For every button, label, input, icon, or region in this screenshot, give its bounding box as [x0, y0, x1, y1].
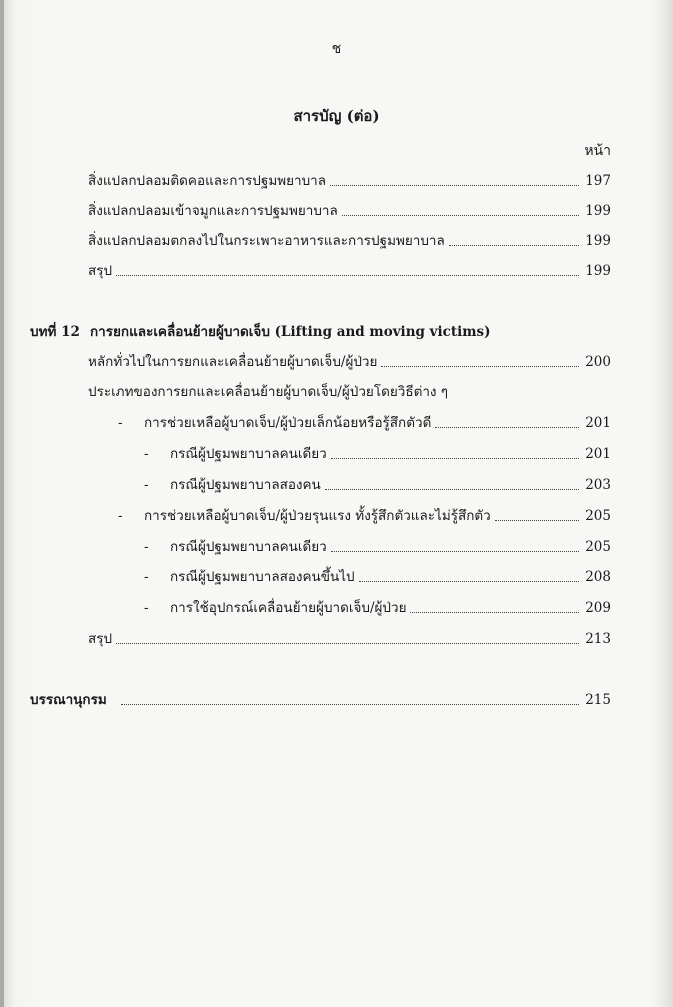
toc-entry-page: 201 — [585, 415, 611, 431]
toc-entry — [88, 261, 611, 281]
toc-entry-page: 208 — [585, 569, 611, 585]
page-number: ช — [331, 41, 342, 57]
toc-entry-text: กรณีผู้ปฐมพยาบาลคนเดียว — [170, 446, 327, 462]
toc-entry — [88, 201, 611, 221]
toc-entry-page: 213 — [585, 631, 611, 647]
toc-entry-text: สรุป — [88, 263, 113, 279]
toc-subheading — [88, 382, 611, 402]
toc-entry — [144, 444, 611, 464]
dot-leader — [359, 581, 579, 582]
dot-leader — [495, 520, 579, 521]
toc-entry-text: การช่วยเหลือผู้บาดเจ็บ/ผู้ป่วยเล็กน้อยหรือรู้สึกตัวดี — [144, 415, 432, 431]
toc-entry — [144, 567, 611, 587]
toc-entry-bibliography — [30, 690, 611, 710]
toc-entry — [144, 598, 611, 618]
chapter-number: บทที่ 12 — [30, 324, 80, 340]
toc-entry-page: 199 — [585, 263, 611, 279]
toc-entry-text: ประเภทของการยกและเคลื่อนย้ายผู้บาดเจ็บ/ผู้ป่วยโดยวิธีต่าง ๆ — [88, 384, 449, 400]
toc-entry-text: สิ่งแปลกปลอมเข้าจมูกและการปฐมพยาบาล — [88, 203, 338, 219]
chapter-heading — [30, 322, 490, 342]
toc-entry — [144, 475, 611, 495]
toc-entry-text: กรณีผู้ปฐมพยาบาลสองคนขึ้นไป — [170, 569, 355, 585]
toc-entry — [118, 413, 611, 433]
page-column-label: หน้า — [584, 143, 611, 159]
toc-entry — [118, 506, 611, 526]
toc-entry-text: หลักทั่วไปในการยกและเคลื่อนย้ายผู้บาดเจ็บ/ผู้ป่วย — [88, 354, 378, 370]
toc-entry-page: 197 — [585, 173, 611, 189]
toc-entry — [88, 231, 611, 251]
chapter-title: การยกและเคลื่อนย้ายผู้บาดเจ็บ (Lifting and moving victims) — [90, 324, 491, 340]
toc-entry-page: 199 — [585, 233, 611, 249]
toc-entry — [144, 537, 611, 557]
dot-leader — [449, 245, 579, 246]
dot-leader — [331, 551, 579, 552]
dot-leader — [342, 215, 579, 216]
dot-leader — [330, 185, 579, 186]
toc-entry-page: 203 — [585, 477, 611, 493]
list-dash: - — [144, 600, 149, 616]
toc-entry — [88, 352, 611, 372]
dot-leader — [121, 704, 579, 705]
toc-entry-text: การช่วยเหลือผู้บาดเจ็บ/ผู้ป่วยรุนแรง ทั้งรู้สึกตัวและไม่รู้สึกตัว — [144, 508, 491, 524]
toc-entry-text: การใช้อุปกรณ์เคลื่อนย้ายผู้บาดเจ็บ/ผู้ป่วย — [170, 600, 407, 616]
toc-entry-text: กรณีผู้ปฐมพยาบาลสองคน — [170, 477, 321, 493]
toc-entry-page: 209 — [585, 600, 611, 616]
list-dash: - — [118, 508, 123, 524]
toc-entry-page: 199 — [585, 203, 611, 219]
dot-leader — [116, 643, 579, 644]
toc-entry-page: 200 — [585, 354, 611, 370]
list-dash: - — [144, 477, 149, 493]
list-dash: - — [144, 539, 149, 555]
toc-entry-text: กรณีผู้ปฐมพยาบาลคนเดียว — [170, 539, 327, 555]
list-dash: - — [144, 569, 149, 585]
toc-entry — [88, 629, 611, 649]
toc-entry-text: บรรณานุกรม — [30, 692, 107, 708]
dot-leader — [331, 458, 579, 459]
toc-entry-text: สิ่งแปลกปลอมตกลงไปในกระเพาะอาหารและการปฐมพยาบาล — [88, 233, 445, 249]
page-title: สารบัญ (ต่อ) — [293, 107, 380, 125]
dot-leader — [325, 489, 579, 490]
toc-entry-page: 205 — [585, 508, 611, 524]
toc-entry-page: 205 — [585, 539, 611, 555]
toc-entry-text: สิ่งแปลกปลอมติดคอและการปฐมพยาบาล — [88, 173, 327, 189]
dot-leader — [381, 366, 579, 367]
list-dash: - — [144, 446, 149, 462]
toc-entry-text: สรุป — [88, 631, 113, 647]
dot-leader — [410, 612, 579, 613]
dot-leader — [435, 427, 579, 428]
toc-entry-page: 215 — [585, 692, 611, 708]
dot-leader — [116, 275, 579, 276]
list-dash: - — [118, 415, 123, 431]
toc-entry-page: 201 — [585, 446, 611, 462]
toc-entry — [88, 171, 611, 191]
